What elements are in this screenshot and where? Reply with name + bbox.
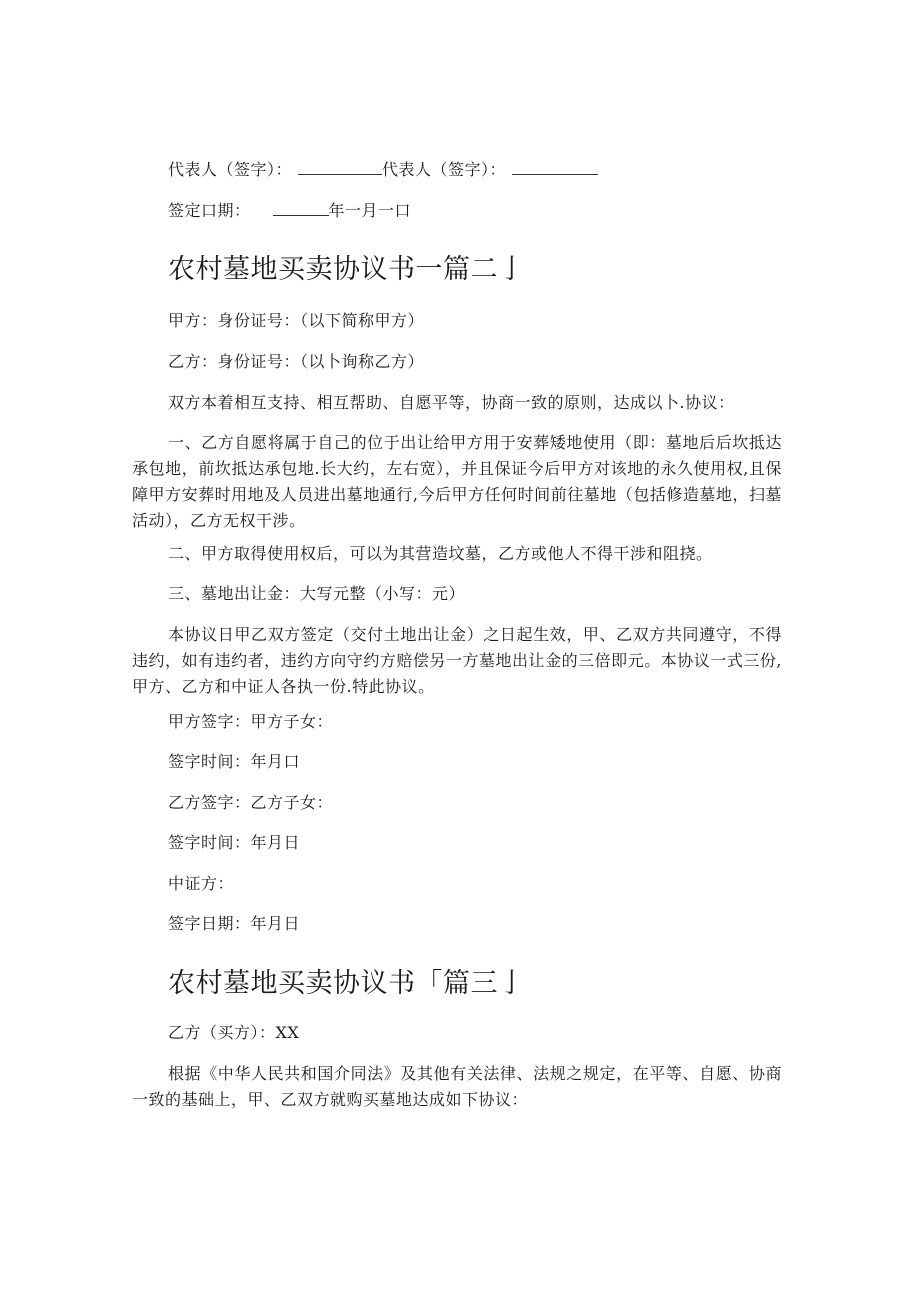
rep-label-1: 代表人（签字）： [168, 160, 293, 179]
party-a-signature: 甲方签字：甲方子女： [168, 712, 334, 731]
signature-blank-2 [512, 160, 598, 175]
representative-signature-line [168, 160, 598, 180]
clause-3: 三、墓地出让金：大写元整（小写：元） [168, 584, 466, 603]
party-a-line: 甲方：身份证号：（以下简称甲方） [168, 311, 425, 330]
date-blank [273, 201, 329, 216]
party-a-sign-time: 签字时间：年月口 [168, 752, 301, 771]
effect-clause: 本协议日甲乙双方签定（交付土地出让金）之日起生效，甲、乙双方共同遵守，不得违约，如有违约者，违约方向守约方赔偿另一方墓地出让金的三倍即元。本协议一式三份,甲方、乙方和中证人各执一份.特此协议。 [132, 625, 782, 696]
clause-2: 二、甲方取得使用权后，可以为其营造坟墓，乙方或他人不得干涉和阻挠。 [168, 544, 713, 563]
sign-date-line [168, 201, 411, 221]
section-3-title: 农村墓地买卖协议书「篇三亅 [168, 968, 526, 999]
buyer-line: 乙方（买方）：XX [168, 1023, 300, 1042]
section-2-title: 农村墓地买卖协议书一篇二亅 [168, 254, 526, 285]
date-label: 签定口期： [168, 201, 251, 220]
date-suffix: 年一月一口 [328, 201, 412, 220]
witness-line: 中证方： [168, 874, 235, 893]
party-b-line: 乙方：身份证号：（以卜询称乙方） [168, 352, 425, 371]
rep-label-2: 代表人（签字）： [382, 160, 507, 179]
party-b-signature: 乙方签字：乙方子女： [168, 793, 334, 812]
party-b-sign-time: 签字时间：年月日 [168, 833, 301, 852]
clause-1: 一、乙方自愿将属于自己的位于出让给甲方用于安葬矮地使用（即：墓地后后坎抵达承包地，前坎抵达承包地.长大约，左右宽），并且保证今后甲方对该地的永久使用权,且保障甲方安葬时用地及人员进出墓地通行,今后甲方任何时间前往墓地（包括修造墓地，扫墓活动），乙方无权干涉。 [132, 433, 782, 530]
agreement-intro: 双方本着相互支持、相互帮助、自愿平等，协商一致的原则，达成以卜.协议： [168, 393, 735, 412]
section-3-intro: 根据《中华人民共和国介同法》及其他有关法律、法规之规定，在平等、自愿、协商一致的基础上，甲、乙双方就购买墓地达成如下协议： [132, 1064, 782, 1109]
sign-date: 签字日期：年月日 [168, 914, 301, 933]
signature-blank-1 [298, 160, 382, 175]
